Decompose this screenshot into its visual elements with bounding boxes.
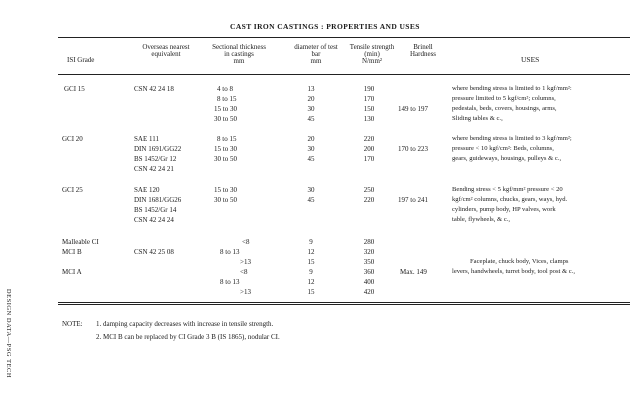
header-sectional-thickness: Sectional thickness in castings mm [212, 43, 266, 65]
tensile-cell: 190 [363, 85, 375, 93]
uses-cell: where bending stress is limited to 1 kgf/mm²: [452, 85, 572, 92]
diameter-cell: 20 [307, 135, 315, 143]
header-overseas-equivalent: Overseas nearest equivalent [142, 43, 190, 58]
section-cell: 15 to 30 [214, 145, 237, 153]
uses-cell: table, flywheels, & c., [452, 216, 511, 223]
grade-cell: GCI 25 [62, 186, 83, 194]
section-cell: 8 to 13 [220, 248, 240, 256]
diameter-cell: 9 [309, 238, 313, 246]
tensile-cell: 280 [363, 238, 375, 246]
grade-cell: MCI A [62, 268, 82, 276]
page-title: CAST IRON CASTINGS : PROPERTIES AND USES [230, 22, 420, 31]
header-bottom-rule [58, 74, 630, 75]
uses-cell: Faceplate, chuck body, Vices, clamps [470, 258, 569, 265]
uses-cell: kgf/cm² columns, chucks, gears, ways, hyd. [452, 196, 568, 203]
grade-cell: MCI B [62, 248, 82, 256]
diameter-cell: 9 [309, 268, 313, 276]
section-cell: 8 to 15 [217, 135, 237, 143]
uses-cell: pressure < 10 kgf/cm²: Beds, columns, [452, 145, 554, 152]
diameter-cell: 45 [307, 115, 315, 123]
diameter-cell: 20 [307, 95, 315, 103]
equiv-cell: SAE 111 [134, 135, 159, 143]
section-cell: >13 [240, 258, 251, 266]
section-cell: 8 to 15 [217, 95, 237, 103]
section-cell: <8 [240, 268, 248, 276]
diameter-cell: 45 [307, 155, 315, 163]
tensile-cell: 250 [363, 186, 375, 194]
equiv-cell: BS 1452/Gr 12 [134, 155, 177, 163]
side-label: DESIGN DATA—PSG TECH [5, 288, 13, 379]
uses-cell: pedestals, beds, covers, housings, arms, [452, 105, 557, 112]
diameter-cell: 15 [307, 288, 315, 296]
uses-cell: cylinders, pump body, HP valves, work [452, 206, 556, 213]
section-cell: >13 [240, 288, 251, 296]
brinell-cell: 170 to 223 [398, 145, 428, 153]
diameter-cell: 45 [307, 196, 315, 204]
section-cell: 4 to 8 [217, 85, 233, 93]
equiv-cell: CSN 42 24 24 [134, 216, 174, 224]
tensile-cell: 350 [363, 258, 375, 266]
grade-cell: Malleable CI [62, 238, 99, 246]
uses-cell: Sliding tables & c., [452, 115, 503, 122]
equiv-cell: DIN 1681/GG26 [134, 196, 182, 204]
diameter-cell: 12 [307, 278, 315, 286]
table-top-rule [58, 37, 630, 38]
uses-cell: levers, handwheels, turret body, tool post & c., [452, 268, 575, 275]
tensile-cell: 170 [363, 155, 375, 163]
uses-cell: pressure limited to 5 kgf/cm²; columns, [452, 95, 556, 102]
equiv-cell: CSN 42 25 08 [134, 248, 174, 256]
brinell-cell: Max. 149 [400, 268, 427, 276]
tensile-cell: 220 [363, 135, 375, 143]
equiv-cell: DIN 1691/GG22 [134, 145, 182, 153]
section-cell: 30 to 50 [214, 196, 237, 204]
table-bottom-rule [58, 302, 630, 303]
uses-cell: gears, guideways, housings, pulleys & c., [452, 155, 562, 162]
diameter-cell: 15 [307, 258, 315, 266]
header-brinell-hardness: Brinell Hardness [409, 43, 437, 58]
equiv-cell: SAE 120 [134, 186, 160, 194]
tensile-cell: 150 [363, 105, 375, 113]
brinell-cell: 197 to 241 [398, 196, 428, 204]
tensile-cell: 200 [363, 145, 375, 153]
note-item: 2. MCI B can be replaced by CI Grade 3 B (IS 1865), nodular CI. [96, 333, 280, 341]
section-cell: 30 to 50 [214, 115, 237, 123]
header-test-bar-diameter: diameter of test bar mm [294, 43, 338, 65]
grade-cell: GCI 20 [62, 135, 83, 143]
equiv-cell: CSN 42 24 21 [134, 165, 174, 173]
note-item: 1. damping capacity decreases with increase in tensile strength. [96, 320, 274, 328]
section-cell: 30 to 50 [214, 155, 237, 163]
uses-cell: where bending stress is limited to 3 kgf/mm²; [452, 135, 572, 142]
section-cell: <8 [242, 238, 250, 246]
tensile-cell: 320 [363, 248, 375, 256]
uses-cell: Bending stress < 5 kgf/mm² pressure < 20 [452, 186, 563, 193]
diameter-cell: 12 [307, 248, 315, 256]
brinell-cell: 149 to 197 [398, 105, 428, 113]
tensile-cell: 220 [363, 196, 375, 204]
tensile-cell: 130 [363, 115, 375, 123]
tensile-cell: 400 [363, 278, 375, 286]
header-tensile-strength: Tensile strength (min) N/mm² [349, 43, 395, 65]
diameter-cell: 30 [307, 105, 315, 113]
header-isi-grade: ISI Grade [67, 56, 95, 64]
section-cell: 15 to 30 [214, 186, 237, 194]
grade-cell: GCI 15 [64, 85, 85, 93]
diameter-cell: 30 [307, 186, 315, 194]
table-bottom-rule-double [58, 304, 630, 305]
equiv-cell: CSN 42 24 18 [134, 85, 174, 93]
diameter-cell: 13 [307, 85, 315, 93]
section-cell: 8 to 13 [220, 278, 240, 286]
tensile-cell: 420 [363, 288, 375, 296]
diameter-cell: 30 [307, 145, 315, 153]
notes-label: NOTE: [62, 320, 83, 328]
equiv-cell: BS 1452/Gr 14 [134, 206, 177, 214]
section-cell: 15 to 30 [214, 105, 237, 113]
tensile-cell: 170 [363, 95, 375, 103]
tensile-cell: 360 [363, 268, 375, 276]
header-uses: USES [521, 55, 540, 64]
